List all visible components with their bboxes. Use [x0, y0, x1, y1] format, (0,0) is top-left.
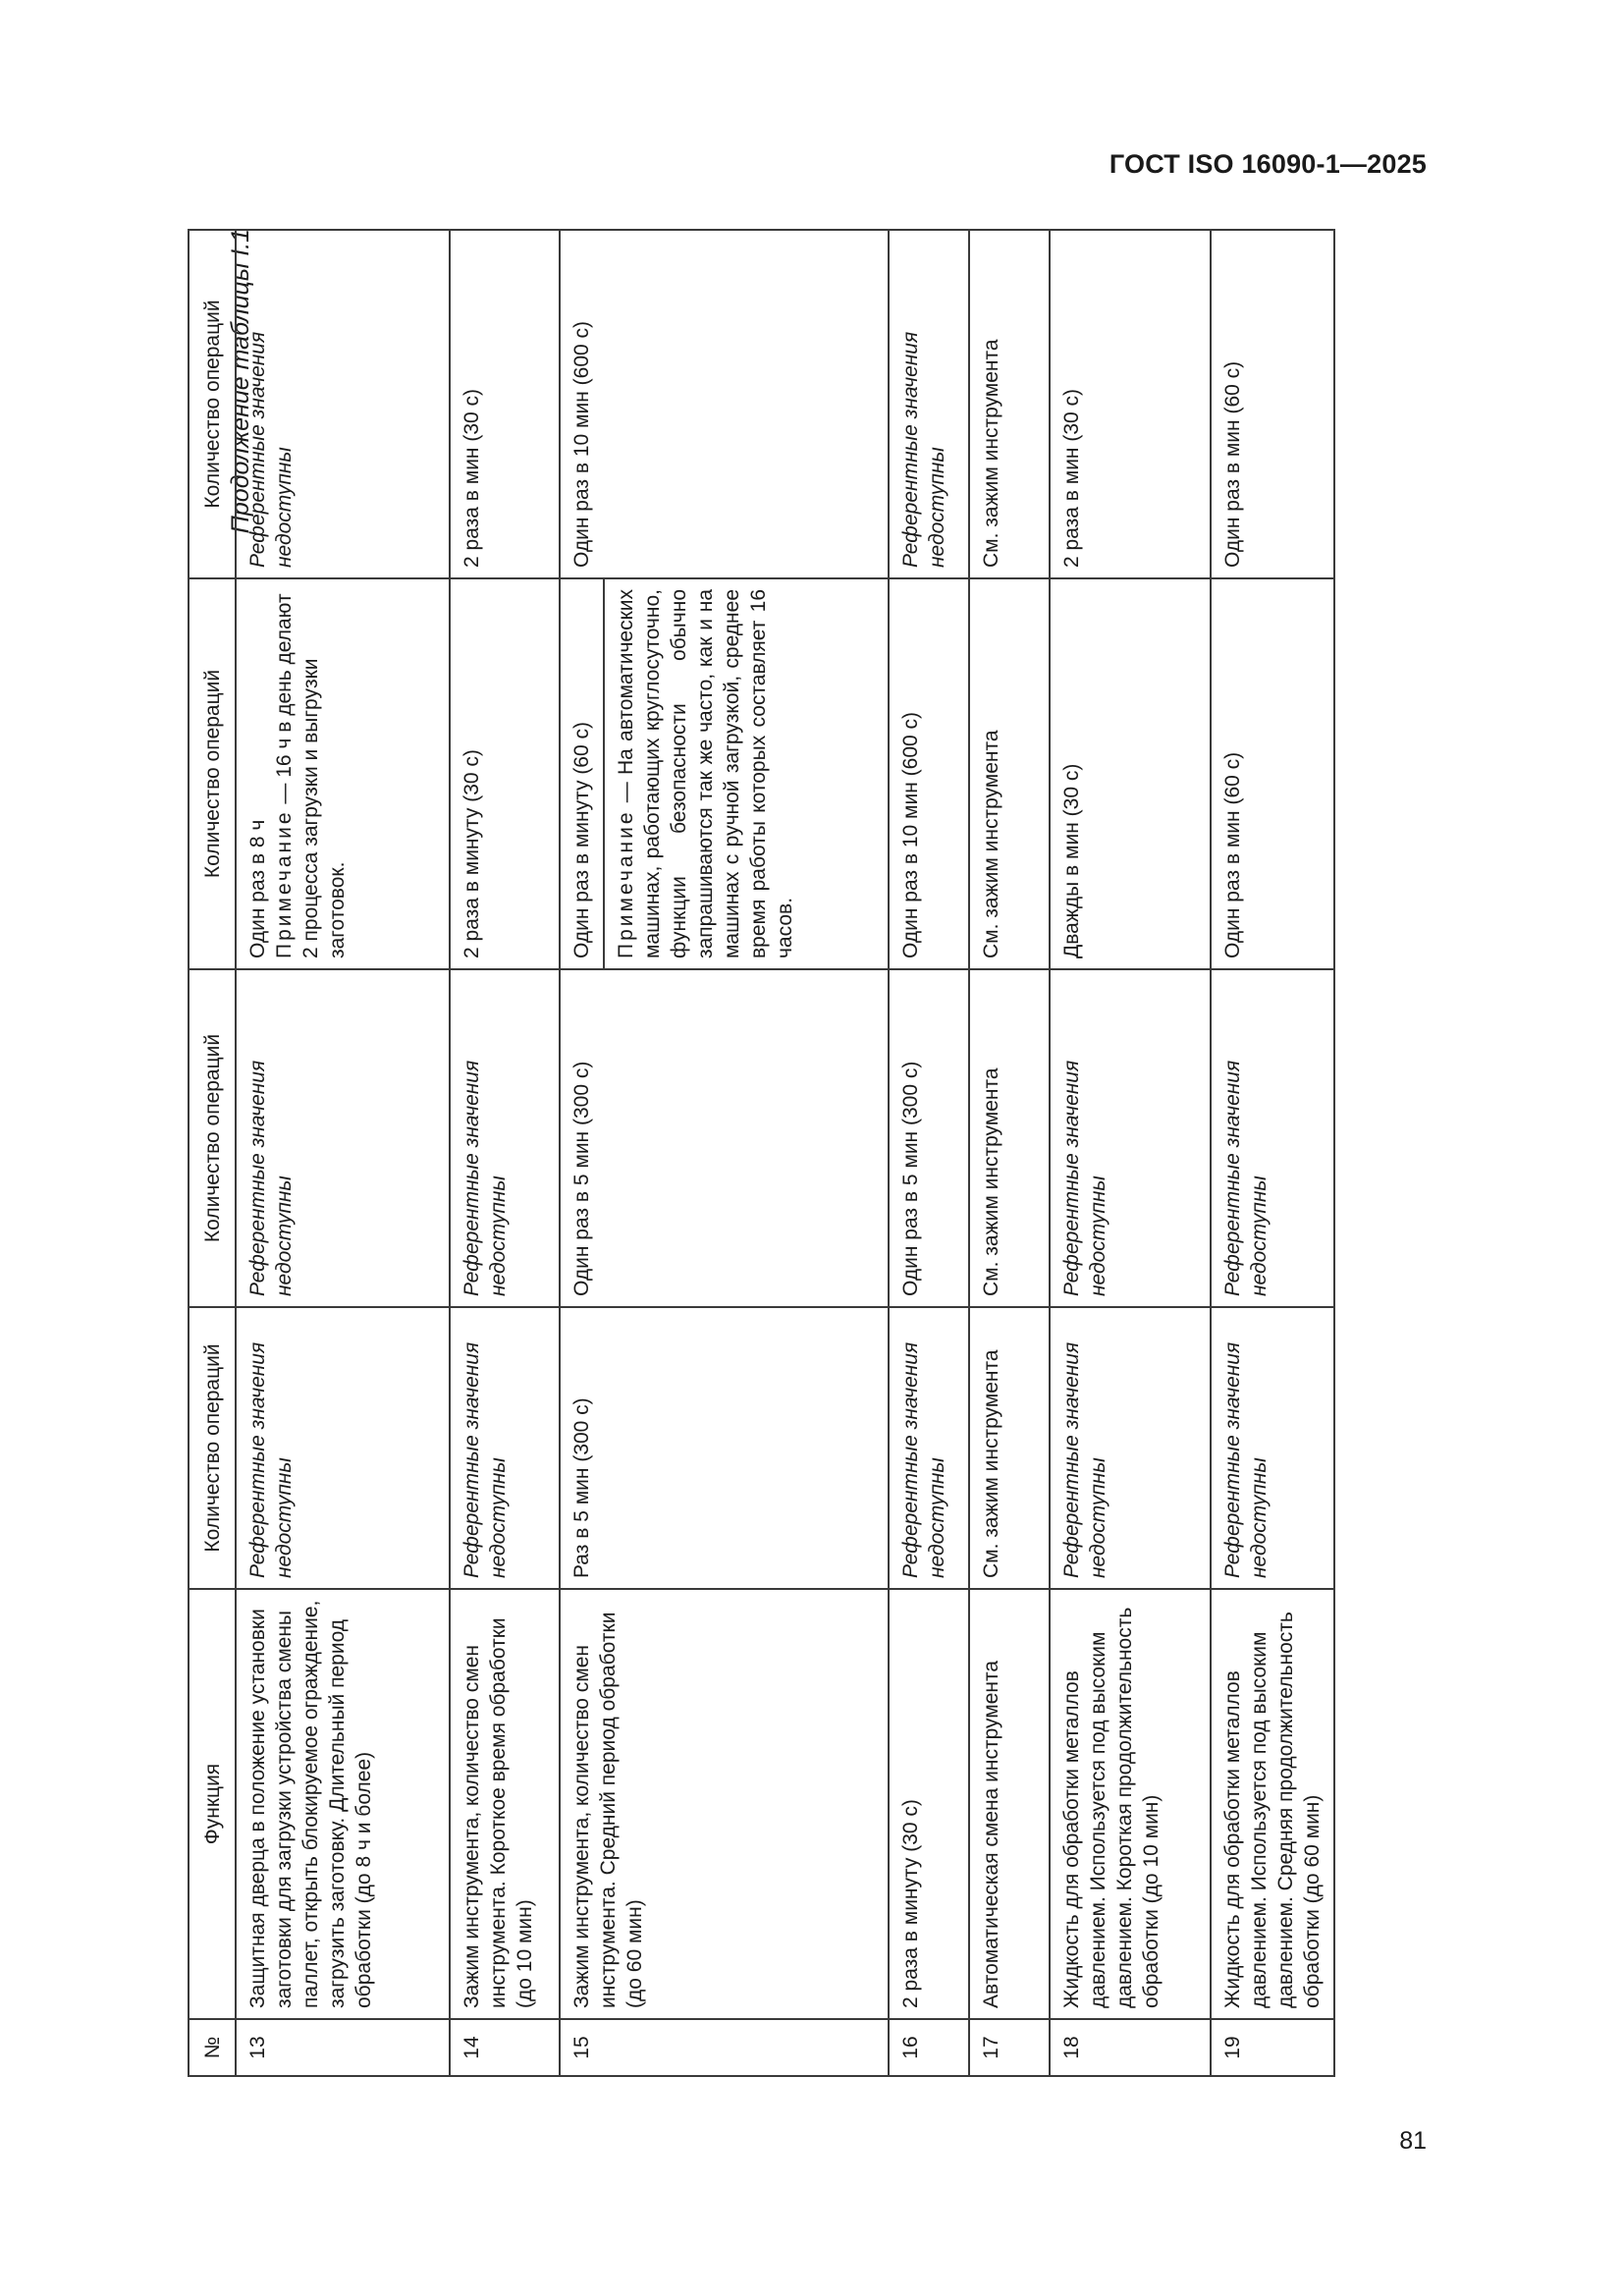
ops-cell: 2 раза в мин (30 с) [1050, 230, 1211, 578]
ops-cell: 2 раза в минуту (30 с) [450, 578, 560, 969]
note-block [605, 589, 798, 958]
ops-cell: Референтные значения недоступны [889, 230, 969, 578]
col-header-ops-4: Количество операций [189, 230, 236, 578]
ops-cell: Один раз в 10 мин (600 с) [560, 230, 889, 578]
function-cell: Защитная дверца в положение установки заготовки для загрузки устройства смены паллет, открыть блокируемое ограждение, загрузить заготовку. Длительный период обработки (до 8 ч и более) [236, 1589, 450, 2019]
document-code: ГОСТ ISO 16090-1—2025 [1109, 149, 1427, 179]
row-number: 16 [889, 2019, 969, 2076]
ops-cell: Один раз в 10 мин (600 с) [889, 578, 969, 969]
row-number: 19 [1211, 2019, 1334, 2076]
ops-cell: Референтные значения недоступны [236, 1307, 450, 1589]
row-number: 17 [969, 2019, 1050, 2076]
function-cell: Жидкость для обработки металлов давлением. Используется под высоким давлением. Короткая продолжительность обработки (до 10 мин) [1050, 1589, 1211, 2019]
ops-cell: Один раз в мин (60 с) [1211, 230, 1334, 578]
row-number: 18 [1050, 2019, 1211, 2076]
table-row [1050, 230, 1211, 2076]
table-row [1211, 230, 1334, 2076]
col-header-function: Функция [189, 1589, 236, 2019]
col-header-num: № [189, 2019, 236, 2076]
col-header-ops-1: Количество операций [189, 1307, 236, 1589]
page-number: 81 [1399, 2127, 1427, 2155]
row-number: 15 [560, 2019, 889, 2076]
function-cell: Зажим инструмента, количество смен инструмента. Короткое время обработки (до 10 мин) [450, 1589, 560, 2019]
ops-cell: 2 раза в мин (30 с) [450, 230, 560, 578]
ops-value: Один раз в минуту (60 с) [568, 579, 605, 968]
data-table [188, 229, 1335, 2077]
function-cell: 2 раза в минуту (30 с) [889, 1589, 969, 2019]
ops-cell: Раз в 5 мин (300 с) [560, 1307, 889, 1589]
rotated-table-block [196, 229, 1335, 2075]
table-row [889, 230, 969, 2076]
col-header-ops-2: Количество операций [189, 969, 236, 1307]
row-number: 14 [450, 2019, 560, 2076]
ops-cell: См. зажим инструмента [969, 578, 1050, 969]
ops-cell: Референтные значения недоступны [236, 230, 450, 578]
row-number: 13 [236, 2019, 450, 2076]
ops-cell-with-note [560, 578, 889, 969]
ops-cell: См. зажим инструмента [969, 230, 1050, 578]
ops-cell: Референтные значения недоступны [889, 1307, 969, 1589]
ops-cell: Референтные значения недоступны [1050, 1307, 1211, 1589]
ops-cell: Референтные значения недоступны [1211, 1307, 1334, 1589]
ops-cell: Референтные значения недоступны [1050, 969, 1211, 1307]
ops-cell: Один раз в мин (60 с) [1211, 578, 1334, 969]
table-caption: Продолжение таблицы I.1 [227, 229, 254, 534]
ops-cell: Референтные значения недоступны [450, 1307, 560, 1589]
table-header-row [189, 230, 236, 2076]
ops-cell: См. зажим инструмента [969, 969, 1050, 1307]
function-cell: Зажим инструмента, количество смен инструмента. Средний период обработки (до 60 мин) [560, 1589, 889, 2019]
ops-value: Один раз в 8 ч [246, 819, 269, 958]
function-cell: Автоматическая смена инструмента [969, 1589, 1050, 2019]
ops-cell: См. зажим инструмента [969, 1307, 1050, 1589]
ops-cell: Референтные значения недоступны [236, 969, 450, 1307]
table-row [969, 230, 1050, 2076]
ops-cell: Референтные значения недоступны [1211, 969, 1334, 1307]
table-row [450, 230, 560, 2076]
note-text: — На автоматических машинах, работающих круглосуточно, функции безопасности обычно запрашиваются так же часто, как и на машинах с ручной загрузкой, среднее время работы которых составляет 16 часов. [615, 589, 796, 958]
note-text: — 16 ч в день делают 2 процесса загрузки и выгрузки заготовок. [273, 593, 349, 958]
note-label: Примечание [273, 809, 296, 958]
table-row [236, 230, 450, 2076]
ops-cell: Дважды в мин (30 с) [1050, 578, 1211, 969]
col-header-ops-3: Количество операций [189, 578, 236, 969]
note-label: Примечание [615, 809, 637, 958]
ops-cell: Один раз в 5 мин (300 с) [560, 969, 889, 1307]
ops-cell: Один раз в 5 мин (300 с) [889, 969, 969, 1307]
function-cell: Жидкость для обработки металлов давлением. Используется под высоким давлением. Средняя продолжительность обработки (до 60 мин) [1211, 1589, 1334, 2019]
ops-cell-with-note [236, 578, 450, 969]
ops-cell: Референтные значения недоступны [450, 969, 560, 1307]
table-row [560, 230, 889, 2076]
